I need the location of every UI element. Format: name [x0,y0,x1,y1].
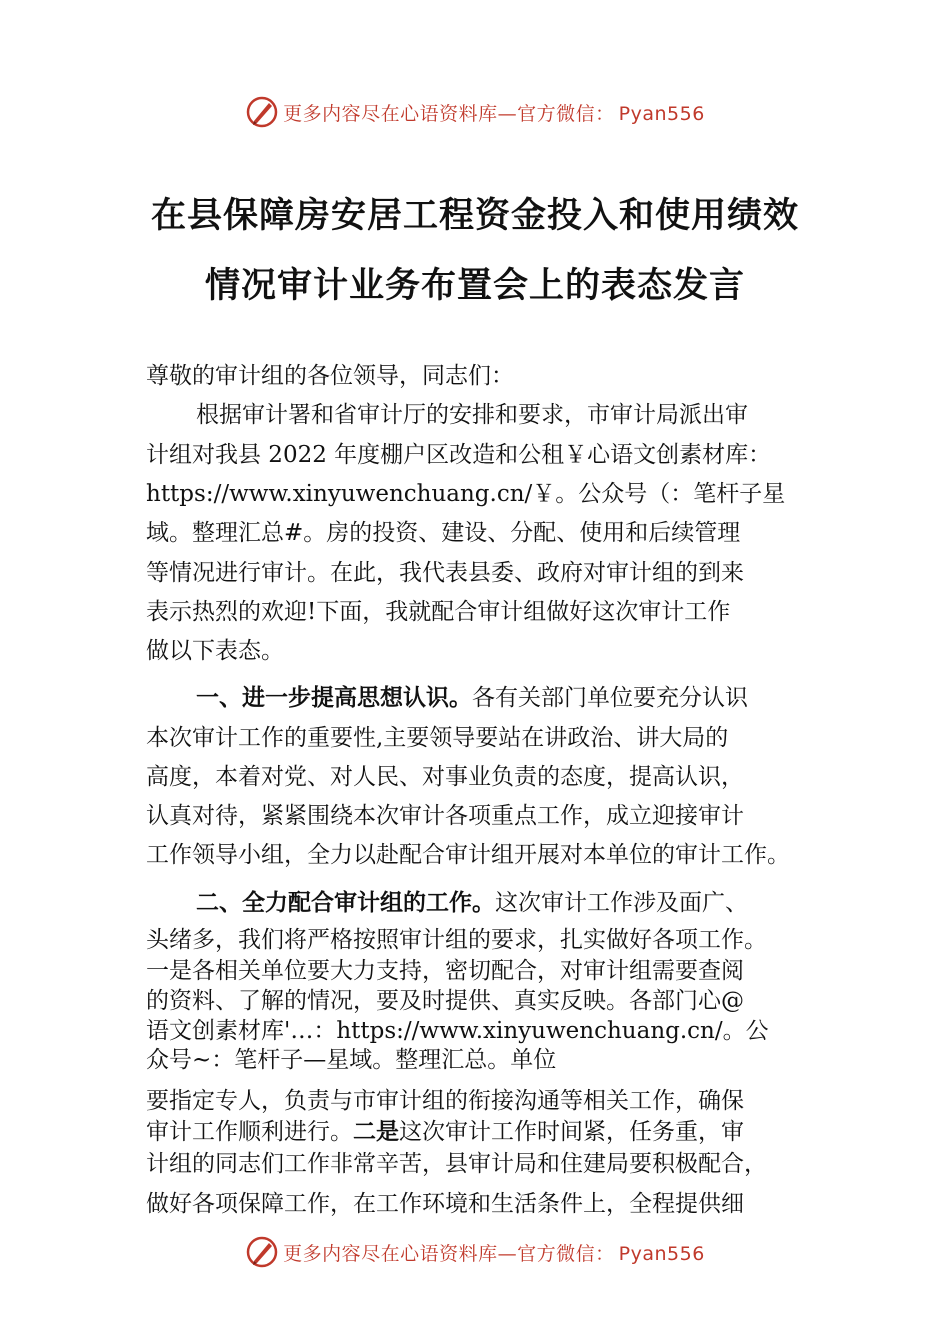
footer-banner [0,1232,950,1272]
section-2-heading: 二、全力配合审计组的工作。 [196,890,495,916]
paragraph-line: 做以下表态。 [146,638,284,664]
paragraph-line: 本次审计工作的重要性,主要领导要站在讲政治、讲大局的 [146,725,729,751]
paragraph-line: 计组的同志们工作非常辛苦，县审计局和住建局要积极配合， [146,1151,767,1177]
paragraph-line: 的资料、了解的情况，要及时提供、真实反映。各部门心@ [146,988,744,1014]
section-2-first-line: 二、全力配合审计组的工作。这次审计工作涉及面广、 [196,890,748,916]
wechat-account: Pyan556 [618,102,705,125]
paragraph-line: 等情况进行审计。在此，我代表县委、政府对审计组的到来 [146,560,744,586]
paragraph-line: 根据审计署和省审计厅的安排和要求，市审计局派出审 [196,402,748,428]
inline-bold-marker: 二是 [353,1119,399,1145]
paragraph-line: 高度，本着对党、对人民、对事业负责的态度，提高认识， [146,764,744,790]
paragraph-line: 域。整理汇总#。房的投资、建设、分配、使用和后续管理 [146,520,741,546]
paragraph-line: 众号~：笔杆子—星域。整理汇总。单位 [146,1047,557,1073]
paragraph-line: 认真对待，紧紧围绕本次审计各项重点工作，成立迎接审计 [146,803,744,829]
paragraph-line: 工作领导小组，全力以赴配合审计组开展对本单位的审计工作。 [146,842,790,868]
paragraph-line: 计组对我县 2022 年度棚户区改造和公租￥心语文创素材库： [146,442,772,468]
header-banner [0,92,950,132]
paragraph-line: 做好各项保障工作，在工作环境和生活条件上，全程提供细 [146,1191,744,1217]
paragraph-line: 语文创素材库'…：https://www.xinyuwenchuang.cn/。公 [146,1018,769,1044]
document-title-line-2: 情况审计业务布置会上的表态发言 [204,265,745,306]
banner-text: 更多内容尽在心语资料库—官方微信： Pyan556 [283,1242,705,1265]
wechat-account: Pyan556 [618,1242,705,1265]
paragraph-line: 要指定专人，负责与市审计组的衔接沟通等相关工作，确保 [146,1088,744,1114]
pen-logo-icon [245,95,279,129]
pen-logo-icon [245,1235,279,1269]
salutation: 尊敬的审计组的各位领导，同志们： [146,363,514,389]
paragraph-line: 审计工作顺利进行。二是这次审计工作时间紧，任务重，审 [146,1119,744,1145]
section-1-heading: 一、进一步提高思想认识。 [196,685,472,711]
section-1-first-line: 一、进一步提高思想认识。各有关部门单位要充分认识 [196,685,748,711]
document-title-line-1: 在县保障房安居工程资金投入和使用绩效 [150,195,799,236]
banner-text: 更多内容尽在心语资料库—官方微信： Pyan556 [283,102,705,125]
paragraph-line: 头绪多，我们将严格按照审计组的要求，扎实做好各项工作。 [146,927,767,953]
paragraph-line: 表示热烈的欢迎!下面，我就配合审计组做好这次审计工作 [146,599,731,625]
paragraph-line: https://www.xinyuwenchuang.cn/￥。公众号（：笔杆子星 [146,481,786,507]
paragraph-line: 一是各相关单位要大力支持，密切配合，对审计组需要查阅 [146,958,744,984]
